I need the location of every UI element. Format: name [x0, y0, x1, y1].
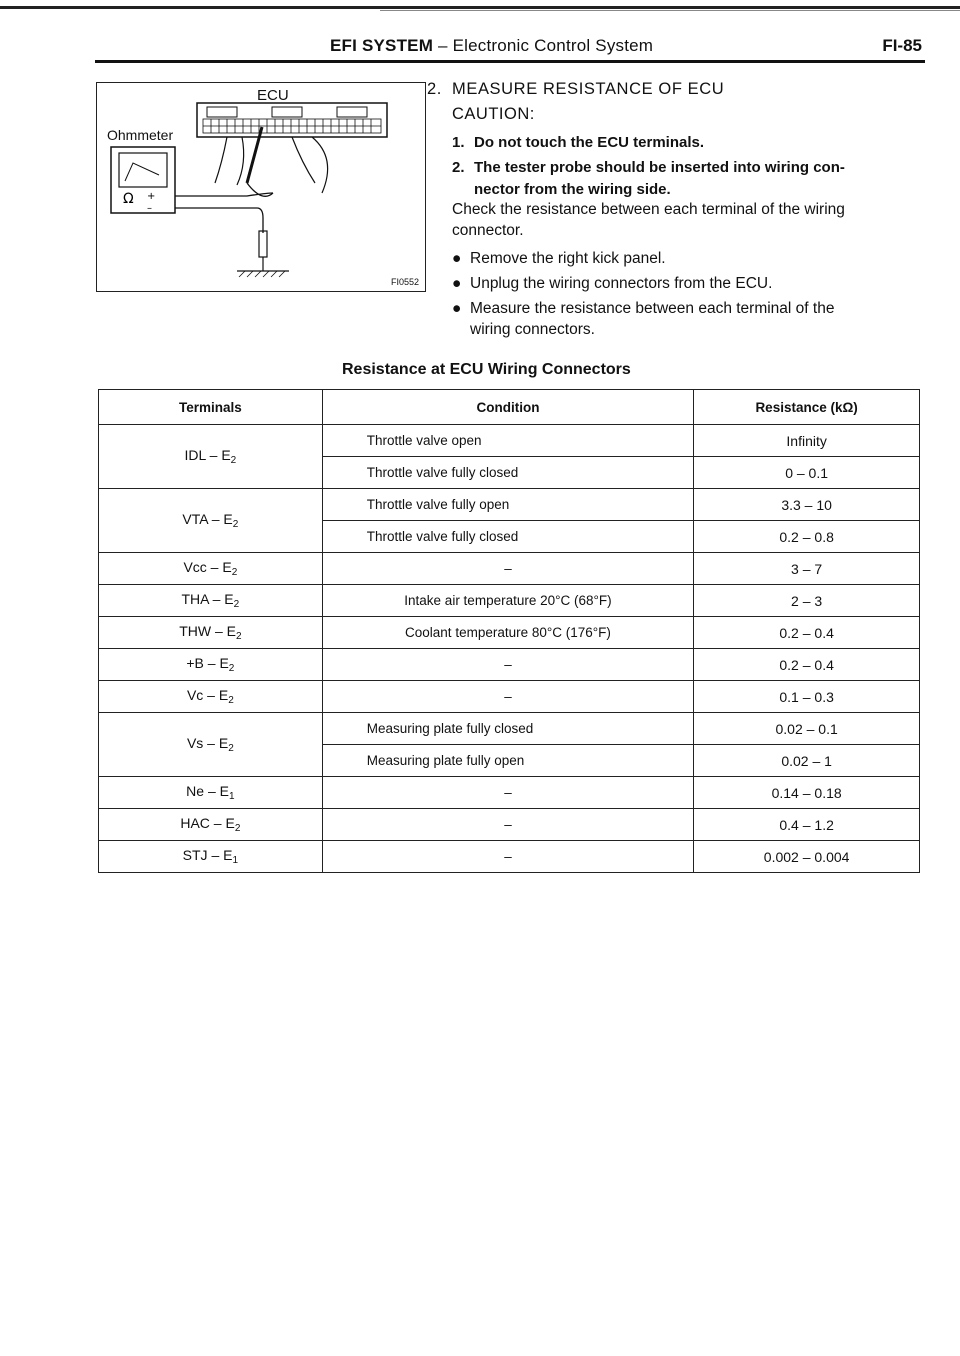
terminal-text: VTA – E — [182, 511, 233, 527]
terminal-text: Ne – E — [186, 783, 229, 799]
resistance-cell: 0.2 – 0.8 — [694, 521, 920, 553]
condition-cell: Measuring plate fully open — [322, 745, 694, 777]
bullet-line: wiring connectors. — [470, 321, 595, 338]
caution-item-line: The tester probe should be inserted into wiring con- — [474, 159, 845, 176]
caution-item-text: Do not touch the ECU terminals. — [474, 134, 705, 151]
meter-minus: – — [147, 203, 152, 214]
table-row — [99, 649, 920, 681]
caution-item-text — [474, 157, 845, 201]
table-row — [99, 585, 920, 617]
caution-label: CAUTION: — [452, 105, 535, 123]
ohmmeter-ecu-figure — [96, 82, 426, 292]
header-subtitle: – Electronic Control System — [438, 36, 654, 55]
terminal-sub: 2 — [228, 695, 234, 706]
resistance-cell: 0.2 – 0.4 — [694, 649, 920, 681]
terminal-sub: 2 — [228, 743, 234, 754]
ecu-label: ECU — [257, 87, 289, 104]
condition-cell: – — [322, 649, 694, 681]
terminal-cell — [99, 553, 323, 585]
step-number: 2. — [427, 80, 442, 98]
table-row — [99, 553, 920, 585]
table-row — [99, 489, 920, 521]
bullet-item-1 — [452, 248, 922, 269]
resistance-cell: 0.2 – 0.4 — [694, 617, 920, 649]
resistance-cell: 0.4 – 1.2 — [694, 809, 920, 841]
caution-item-2 — [452, 157, 845, 201]
terminal-sub: 2 — [235, 631, 242, 642]
terminal-cell — [99, 489, 323, 553]
bullet-dot: ● — [452, 300, 462, 317]
terminal-text: THW – E — [179, 623, 236, 639]
terminal-text: +B – E — [186, 655, 229, 671]
condition-cell: Measuring plate fully closed — [322, 713, 694, 745]
terminal-cell — [99, 649, 323, 681]
check-paragraph — [452, 199, 922, 241]
table-row — [99, 425, 920, 457]
connector-pins — [203, 119, 381, 133]
condition-cell: – — [322, 809, 694, 841]
check-line: connector. — [452, 222, 524, 239]
top-border-line — [0, 6, 960, 9]
table-row — [99, 809, 920, 841]
resistance-cell: 3 – 7 — [694, 553, 920, 585]
resistance-cell: 0.002 – 0.004 — [694, 841, 920, 873]
bullet-text — [470, 298, 922, 340]
ohmmeter-label: Ohmmeter — [107, 127, 174, 143]
terminal-cell — [99, 585, 323, 617]
header-resistance: Resistance (kΩ) — [694, 390, 920, 425]
bullet-dot: ● — [452, 275, 462, 292]
terminal-cell — [99, 713, 323, 777]
condition-cell: – — [322, 841, 694, 873]
bullet-dot: ● — [452, 250, 462, 267]
resistance-cell: 0.14 – 0.18 — [694, 777, 920, 809]
terminal-cell — [99, 617, 323, 649]
table-row — [99, 681, 920, 713]
terminal-sub: 2 — [232, 519, 239, 530]
resistance-cell: 0.02 – 0.1 — [694, 713, 920, 745]
step-title — [427, 78, 724, 100]
terminal-cell — [99, 841, 323, 873]
terminal-sub: 2 — [234, 823, 241, 834]
condition-cell: – — [322, 681, 694, 713]
terminal-sub: 2 — [228, 663, 235, 674]
table-header-row — [99, 390, 920, 425]
terminal-sub: 1 — [232, 855, 239, 866]
step-title-text: MEASURE RESISTANCE OF ECU — [452, 80, 725, 98]
terminal-text: STJ – E — [182, 847, 233, 863]
caution-item-line: nector from the wiring side. — [474, 181, 671, 198]
top-border-line-thin — [380, 10, 960, 11]
figure-code: FI0552 — [390, 277, 419, 287]
terminal-text: Vs – E — [186, 735, 229, 751]
terminal-sub: 1 — [228, 791, 235, 802]
bullet-text: Remove the right kick panel. — [470, 250, 666, 267]
terminal-cell — [99, 777, 323, 809]
condition-cell: Throttle valve fully closed — [322, 457, 694, 489]
resistance-table — [98, 389, 920, 873]
table-title: Resistance at ECU Wiring Connectors — [342, 361, 631, 378]
bullet-text: Unplug the wiring connectors from the ECU. — [470, 275, 773, 292]
condition-cell: Throttle valve fully closed — [322, 521, 694, 553]
table-row — [99, 777, 920, 809]
resistance-cell: 0 – 0.1 — [694, 457, 920, 489]
terminal-sub: 2 — [230, 455, 237, 466]
table-row — [99, 617, 920, 649]
terminal-sub: 2 — [231, 567, 238, 578]
condition-cell: Throttle valve open — [322, 425, 694, 457]
table-row — [99, 841, 920, 873]
caution-item-number: 1. — [452, 134, 465, 151]
terminal-text: Vcc – E — [183, 559, 232, 575]
terminal-text: Vc – E — [186, 687, 229, 703]
check-line: Check the resistance between each terminal of the wiring — [452, 201, 845, 218]
terminal-cell — [99, 681, 323, 713]
resistance-cell: Infinity — [694, 425, 920, 457]
ecu-box — [197, 103, 387, 137]
meter-plus: + — [147, 191, 156, 202]
page-number: FI-85 — [882, 36, 922, 55]
condition-cell: – — [322, 553, 694, 585]
terminal-text: HAC – E — [180, 815, 235, 831]
resistance-cell: 2 – 3 — [694, 585, 920, 617]
caution-item-1 — [452, 132, 704, 154]
header-condition: Condition — [322, 390, 694, 425]
meter-symbol: Ω — [123, 191, 134, 207]
header-system: EFI SYSTEM — [330, 36, 434, 55]
header-rule — [95, 60, 925, 63]
resistance-cell: 0.02 – 1 — [694, 745, 920, 777]
page-header — [330, 36, 653, 56]
ground-hatch — [239, 271, 285, 277]
condition-cell: Intake air temperature 20°C (68°F) — [322, 585, 694, 617]
bullet-line: Measure the resistance between each terminal of the — [470, 300, 835, 317]
condition-cell: Coolant temperature 80°C (176°F) — [322, 617, 694, 649]
terminal-text: IDL – E — [184, 447, 231, 463]
caution-item-number: 2. — [452, 159, 465, 176]
terminal-text: THA – E — [181, 591, 234, 607]
terminal-cell — [99, 425, 323, 489]
resistance-cell: 3.3 – 10 — [694, 489, 920, 521]
table-row — [99, 713, 920, 745]
terminal-cell — [99, 809, 323, 841]
ohmmeter-box — [111, 147, 175, 213]
header-terminals: Terminals — [99, 390, 323, 425]
condition-cell: – — [322, 777, 694, 809]
condition-cell: Throttle valve fully open — [322, 489, 694, 521]
terminal-sub: 2 — [233, 599, 240, 610]
bullet-item-3 — [452, 298, 922, 340]
resistance-cell: 0.1 – 0.3 — [694, 681, 920, 713]
bullet-item-2 — [452, 273, 922, 294]
figure-drawing — [97, 83, 427, 293]
